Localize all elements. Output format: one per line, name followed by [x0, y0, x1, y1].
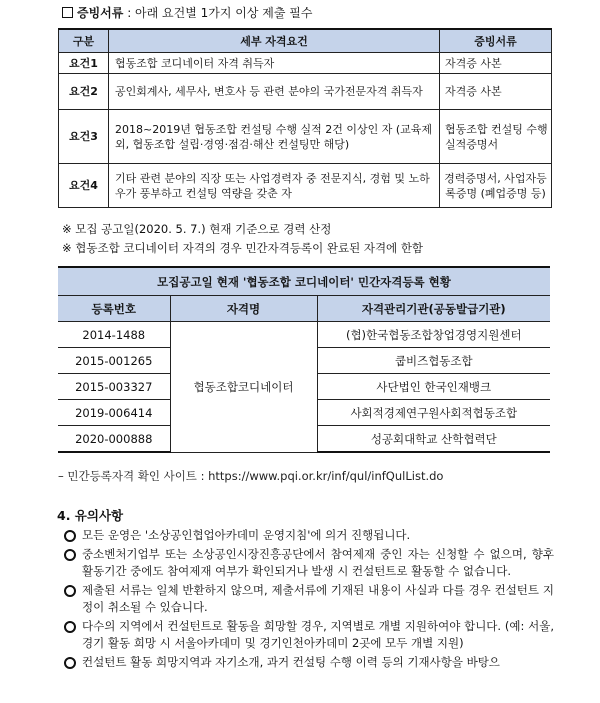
hollow-circle-bullet-icon: [64, 549, 76, 561]
hollow-circle-bullet-icon: [64, 530, 76, 542]
note-line: ※ 모집 공고일(2020. 5. 7.) 현재 기준으로 경력 산정: [62, 222, 332, 236]
requirement-id: 요건1: [59, 53, 109, 74]
caution-text: 다수의 지역에서 컨설턴트로 활동을 희망할 경우, 지역별로 개별 지원하여야 합니다. (예: 서울, 경기 활동 희망 시 서울아카데미 및 경기인천아카데미 2곳에 모두 개별 지원): [82, 619, 554, 650]
caution-text: 중소벤처기업부 또는 소상공인시장진흥공단에서 참여제재 중인 자는 신청할 수 없으며, 향후 활동기간 중에도 참여제재 여부가 확인되거나 발생 시 컨설턴트로 활동할 수 없습니다.: [82, 547, 554, 578]
requirement-detail: 공인회계사, 세무사, 변호사 등 관련 분야의 국가전문자격 취득자: [109, 74, 440, 110]
managing-agency: (협)한국협동조합창업경영지원센터: [317, 322, 550, 348]
requirement-doc: 협동조합 컨설팅 수행 실적증명서: [440, 110, 552, 164]
column-header: 자격관리기관(공동발급기관): [317, 296, 550, 322]
registration-number: 2015-003327: [58, 374, 170, 400]
hollow-circle-bullet-icon: [64, 621, 76, 633]
checkbox-square-icon: [62, 7, 73, 18]
table-row: [59, 110, 552, 164]
table-row: [59, 74, 552, 110]
table-header-row: [58, 296, 550, 322]
cautions-title: 4. 유의사항: [57, 508, 124, 523]
requirement-id: 요건4: [59, 164, 109, 208]
cautions-list: [64, 527, 554, 673]
table-header-row: [59, 29, 552, 53]
list-item: [64, 618, 554, 652]
column-header: 구분: [59, 29, 109, 53]
registration-number: 2020-000888: [58, 426, 170, 453]
table-row: [59, 53, 552, 74]
requirement-doc: 경력증명서, 사업자등록증명 (폐업증명 등): [440, 164, 552, 208]
requirement-detail: 기타 관련 분야의 직장 또는 사업경력자 중 전문지식, 경험 및 노하우가 풍부하고 컨설팅 역량을 갖춘 자: [109, 164, 440, 208]
hollow-circle-bullet-icon: [64, 585, 76, 597]
registration-number: 2014-1488: [58, 322, 170, 348]
registration-site-note: – 민간등록자격 확인 사이트 : https://www.pqi.or.kr/inf/qul/infQulList.do: [58, 469, 444, 483]
table-caption-row: [58, 267, 550, 296]
requirement-detail: 2018~2019년 협동조합 컨설팅 수행 실적 2건 이상인 자 (교육제외, 협동조합 설립·경영·점검·해산 컨설팅만 해당): [109, 110, 440, 164]
managing-agency: 사단법인 한국인재뱅크: [317, 374, 550, 400]
caution-text: 모든 운영은 '소상공인협업아카데미 운영지침'에 의거 진행됩니다.: [82, 528, 411, 542]
section-title: [62, 4, 312, 21]
qualification-name: 협동조합코디네이터: [170, 322, 317, 453]
note-line: ※ 협동조합 코디네이터 자격의 경우 민간자격등록이 완료된 자격에 한함: [62, 241, 424, 255]
list-item: [64, 527, 554, 544]
managing-agency: 쿱비즈협동조합: [317, 348, 550, 374]
list-item: [64, 582, 554, 616]
managing-agency: 사회적경제연구원사회적협동조합: [317, 400, 550, 426]
requirement-id: 요건3: [59, 110, 109, 164]
registration-caption: 모집공고일 현재 '협동조합 코디네이터' 민간자격등록 현황: [58, 267, 550, 296]
column-header: 세부 자격요건: [109, 29, 440, 53]
table-row: [58, 322, 550, 348]
section-label: 증빙서류: [77, 6, 124, 20]
requirement-id: 요건2: [59, 74, 109, 110]
section-text: : 아래 요건별 1가지 이상 제출 필수: [123, 6, 313, 20]
list-item: [64, 546, 554, 580]
requirements-table: [58, 28, 552, 208]
caution-text: 제출된 서류는 일체 반환하지 않으며, 제출서류에 기재된 내용이 사실과 다를 경우 컨설턴트 지정이 취소될 수 있습니다.: [82, 583, 554, 614]
caution-text: 컨설턴트 활동 희망지역과 자기소개, 과거 컨설팅 수행 이력 등의 기재사항을 바탕으: [82, 655, 500, 669]
hollow-circle-bullet-icon: [64, 657, 76, 669]
registration-number: 2019-006414: [58, 400, 170, 426]
requirement-doc: 자격증 사본: [440, 74, 552, 110]
list-item: [64, 654, 554, 671]
column-header: 자격명: [170, 296, 317, 322]
managing-agency: 성공회대학교 산학협력단: [317, 426, 550, 453]
requirement-doc: 자격증 사본: [440, 53, 552, 74]
column-header: 증빙서류: [440, 29, 552, 53]
registration-number: 2015-001265: [58, 348, 170, 374]
column-header: 등록번호: [58, 296, 170, 322]
table-row: [59, 164, 552, 208]
registration-table: [58, 266, 550, 453]
requirement-detail: 협동조합 코디네이터 자격 취득자: [109, 53, 440, 74]
